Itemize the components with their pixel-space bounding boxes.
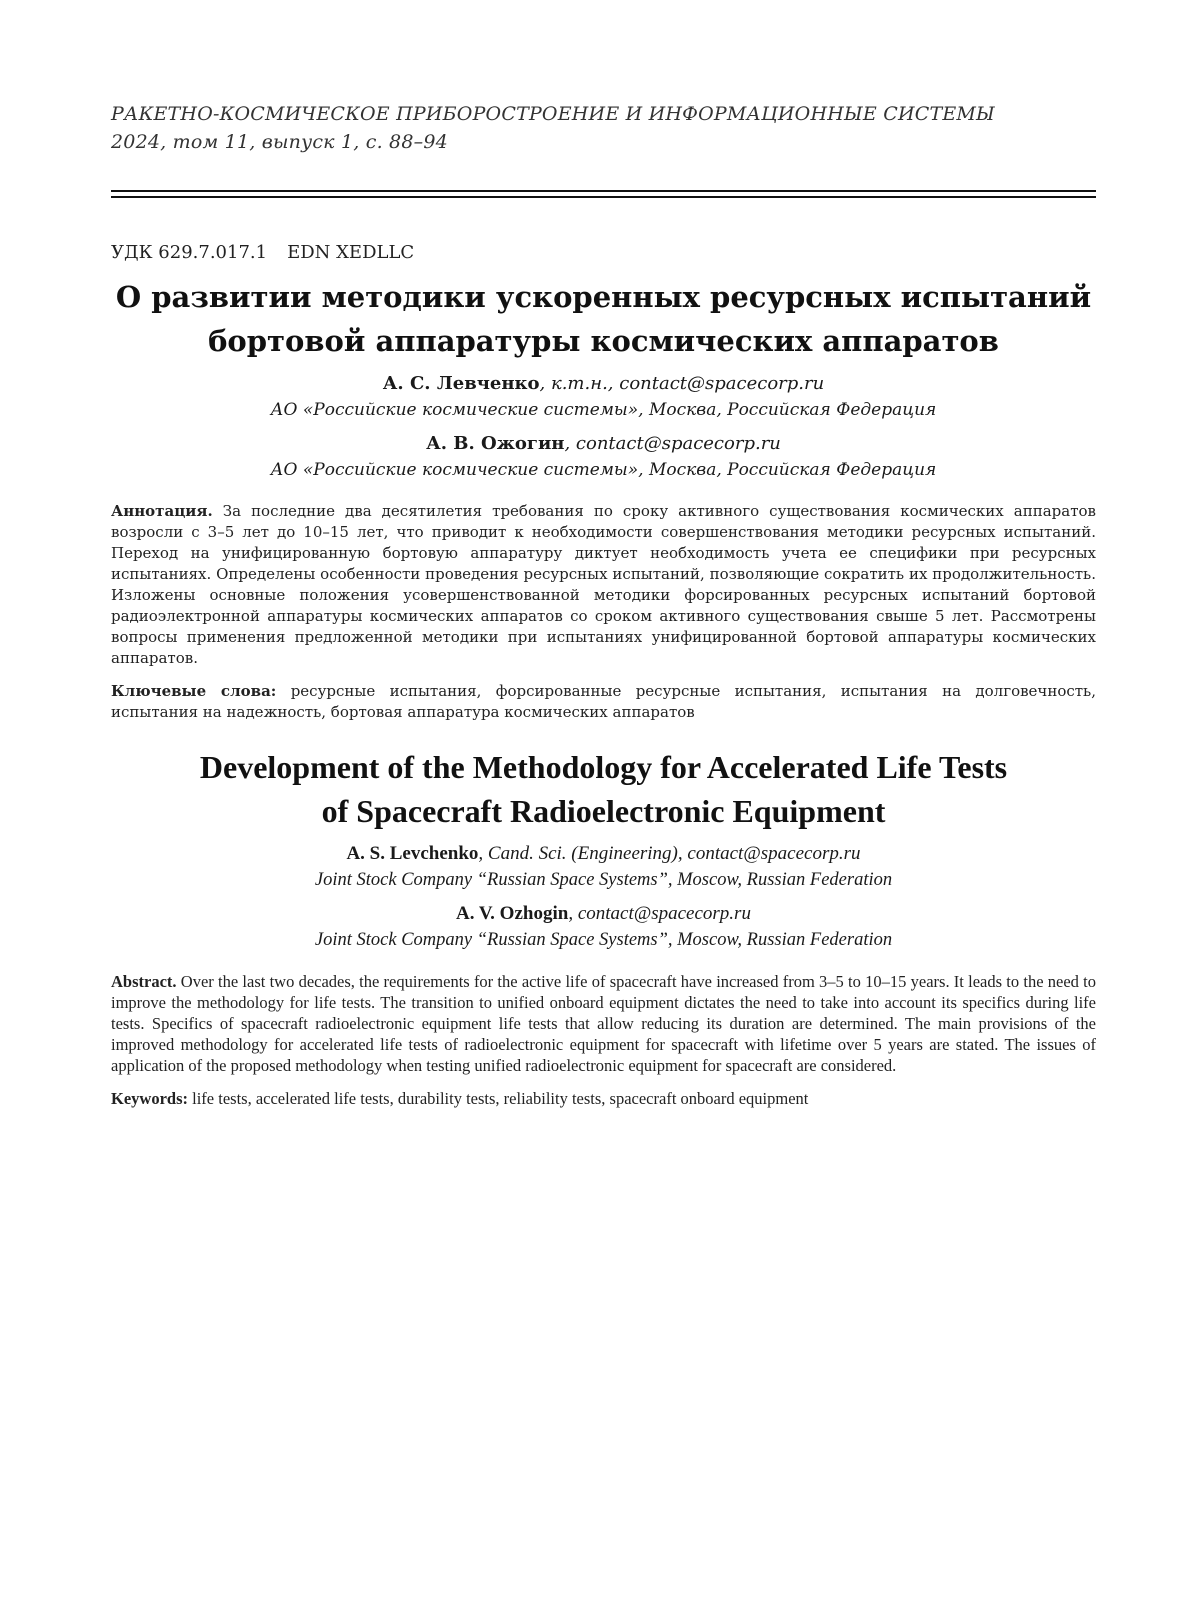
author-name: А. В. Ожогин bbox=[426, 433, 565, 454]
author-ru-1 bbox=[111, 371, 1096, 397]
authors-ru bbox=[111, 371, 1096, 483]
title-en bbox=[111, 745, 1096, 833]
journal-header bbox=[111, 100, 1096, 156]
journal-name: РАКЕТНО-КОСМИЧЕСКОЕ ПРИБОРОСТРОЕНИЕ И ИНФОРМАЦИОННЫЕ СИСТЕМЫ bbox=[111, 103, 995, 125]
author-name: A. V. Ozhogin bbox=[456, 903, 569, 924]
author-en-2 bbox=[111, 901, 1096, 927]
title-ru-line1: О развитии методики ускоренных ресурсных испытаний bbox=[115, 280, 1092, 314]
author-name: A. S. Levchenko bbox=[346, 843, 479, 864]
author-details: , contact@spacecorp.ru bbox=[564, 433, 781, 454]
author-name: А. С. Левченко bbox=[382, 373, 540, 394]
edn-code: EDN XEDLLC bbox=[287, 242, 415, 263]
keywords-label: Ключевые слова: bbox=[111, 682, 277, 700]
keywords-text: life tests, accelerated life tests, durability tests, reliability tests, spacecraft onboard equipment bbox=[192, 1089, 809, 1108]
title-en-line2: of Spacecraft Radioelectronic Equipment bbox=[321, 793, 886, 829]
classification-codes bbox=[111, 242, 1096, 263]
keywords-ru bbox=[111, 681, 1096, 723]
paper-page bbox=[111, 100, 1096, 1109]
author-ru-2 bbox=[111, 431, 1096, 457]
journal-issue: 2024, том 11, выпуск 1, с. 88–94 bbox=[111, 131, 448, 153]
author-details: , Cand. Sci. (Engineering), contact@spacecorp.ru bbox=[478, 843, 861, 864]
abstract-label: Аннотация. bbox=[111, 502, 213, 520]
authors-en bbox=[111, 841, 1096, 953]
abstract-label: Abstract. bbox=[111, 972, 177, 991]
header-divider bbox=[111, 190, 1096, 198]
author-details: , contact@spacecorp.ru bbox=[568, 903, 751, 924]
abstract-text: Over the last two decades, the requirements for the active life of spacecraft have increased from 3–5 to 10–15 years. It leads to the need to improve the methodology for life tests. The transition to unified onboard equipment dictates the need to take into account its specifics during life tests. Specifics of spacecraft radioelectronic equipment life tests that allow reducing its duration are determined. The main provisions of the improved methodology for accelerated life tests of radioelectronic equipment for spacecraft with lifetime over 5 years are stated. The issues of application of the proposed methodology when testing unified radioelectronic equipment for spacecraft are considered. bbox=[111, 972, 1096, 1075]
abstract-en bbox=[111, 971, 1096, 1076]
author-en-1 bbox=[111, 841, 1096, 867]
author-affiliation: Joint Stock Company “Russian Space Systems”, Moscow, Russian Federation bbox=[314, 870, 893, 890]
abstract-ru bbox=[111, 501, 1096, 669]
keywords-label: Keywords: bbox=[111, 1089, 188, 1108]
udk-code: УДК 629.7.017.1 bbox=[111, 242, 268, 263]
abstract-text: За последние два десятилетия требования по сроку активного существования космических аппаратов возросли с 3–5 лет до 10–15 лет, что приводит к необходимости совершенствования методики ресурсных испытаний. Переход на унифицированную бортовую аппаратуру диктует необходимость учета ее специфики при ресурсных испытаниях. Определены особенности проведения ресурсных испытаний, позволяющие сократить их продолжительность. Изложены основные положения усовершенствованной методики форсированных ресурсных испытаний бортовой радиоэлектронной аппаратуры космических аппаратов со сроком активного существования свыше 5 лет. Рассмотрены вопросы применения предложенной методики при испытаниях унифицированной бортовой аппаратуры космических аппаратов. bbox=[111, 502, 1096, 667]
author-affiliation: АО «Российские космические системы», Москва, Российская Федерация bbox=[270, 400, 937, 420]
title-ru-line2: бортовой аппаратуры космических аппаратов bbox=[208, 324, 999, 358]
keywords-text: ресурсные испытания, форсированные ресурсные испытания, испытания на долговечность, испытания на надежность, бортовая аппаратура космических аппаратов bbox=[111, 682, 1096, 721]
keywords-en bbox=[111, 1088, 1096, 1109]
author-affiliation: Joint Stock Company “Russian Space Systems”, Moscow, Russian Federation bbox=[314, 930, 893, 950]
title-en-line1: Development of the Methodology for Accelerated Life Tests bbox=[199, 749, 1008, 785]
author-details: , к.т.н., contact@spacecorp.ru bbox=[539, 373, 825, 394]
author-affiliation: АО «Российские космические системы», Москва, Российская Федерация bbox=[270, 460, 937, 480]
title-ru bbox=[111, 275, 1096, 363]
